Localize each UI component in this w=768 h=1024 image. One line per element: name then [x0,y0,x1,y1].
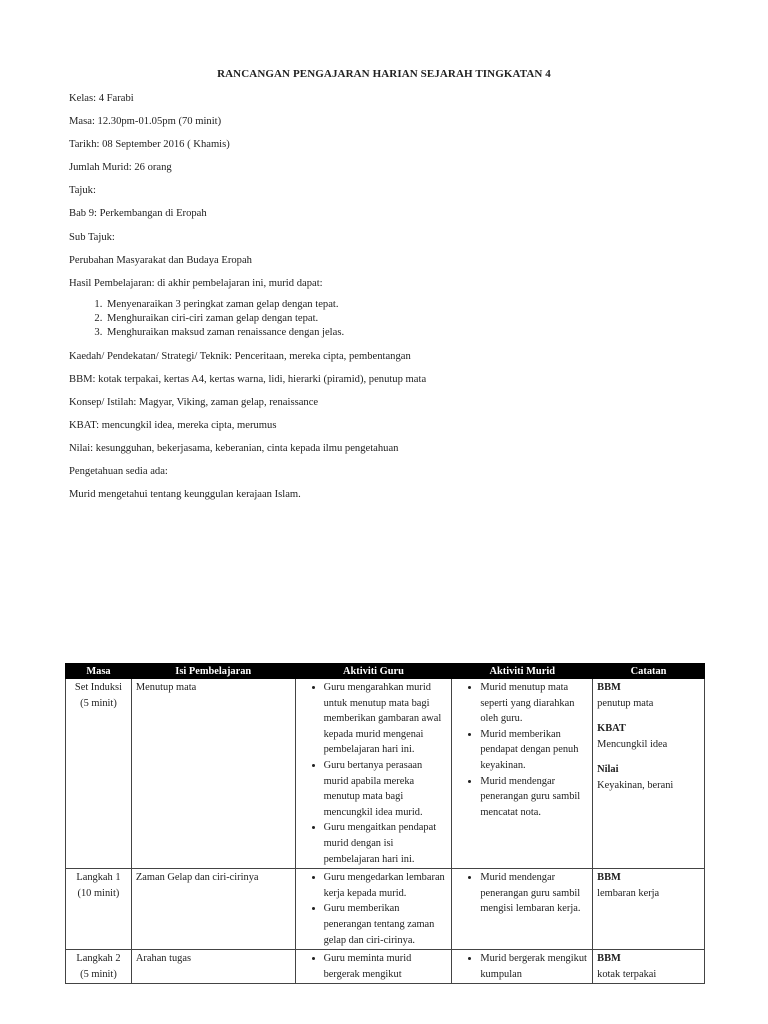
guru-cell [295,869,452,950]
lesson-plan-table [65,663,705,984]
guru-cell [295,679,452,869]
pengetahuan-text: Murid mengetahui tentang keunggulan kerajaan Islam. [69,489,301,500]
masa-line: Masa: 12.30pm-01.05pm (70 minit) [69,116,222,127]
masa-cell: Set Induksi (5 minit) [66,679,132,869]
isi-cell: Menutup mata [131,679,295,869]
bab-line: Bab 9: Perkembangan di Eropah [69,208,207,219]
outcome-item: 3. Menghuraikan maksud zaman renaissance dengan jelas. [105,326,344,340]
murid-cell [452,679,593,869]
header-aktiviti-murid: Aktiviti Murid [452,664,593,679]
murid-cell [452,869,593,950]
masa-cell: Langkah 1 (10 minit) [66,869,132,950]
outcomes-list [69,298,344,340]
catatan-cell [593,869,705,950]
list-item: • Murid memberikan pendapat dengan penuh keyakinan. [480,727,588,774]
catatan-value: penutup mata [597,697,654,709]
konsep-line: Konsep/ Istilah: Magyar, Viking, zaman gelap, renaissance [69,397,319,408]
catatan-heading: Nilai [597,764,619,776]
guru-cell [295,950,452,984]
isi-cell: Zaman Gelap dan ciri-cirinya [131,869,295,950]
header-aktiviti-guru: Aktiviti Guru [295,664,452,679]
table-row [66,679,705,869]
list-item: • Guru mengaitkan pendapat murid dengan isi pembelajaran hari ini. [324,820,448,867]
tarikh-line: Tarikh: 08 September 2016 ( Khamis) [69,139,230,150]
list-item: • Murid menutup mata seperti yang diarahkan oleh guru. [480,680,588,727]
list-item: • Guru bertanya perasaan murid apabila mereka menutup mata bagi mencungkil idea murid. [324,758,448,820]
murid-cell [452,950,593,984]
document-title: RANCANGAN PENGAJARAN HARIAN SEJARAH TINGKATAN 4 [217,68,551,80]
list-item: • Guru mengedarkan lembaran kerja kepada murid. [324,870,448,901]
list-item: • Guru memberikan penerangan tentang zaman gelap dan ciri-cirinya. [324,901,448,948]
pengetahuan-label: Pengetahuan sedia ada: [69,466,168,477]
catatan-heading: BBM [597,953,621,965]
header-isi: Isi Pembelajaran [131,664,295,679]
list-item: • Guru mengarahkan murid untuk menutup mata bagi memberikan gambaran awal kepada murid mengenai pembelajaran hari ini. [324,680,448,758]
catatan-value: lembaran kerja [597,887,660,899]
outcome-item: 2. Menghuraikan ciri-ciri zaman gelap dengan tepat. [105,312,344,326]
hasil-pembelajaran-line: Hasil Pembelajaran: di akhir pembelajaran ini, murid dapat: [69,278,323,289]
tajuk-label: Tajuk: [69,185,96,196]
table-header-row [66,664,705,679]
bbm-line: BBM: kotak terpakai, kertas A4, kertas warna, lidi, hierarki (piramid), penutup mata [69,374,427,385]
catatan-value: kotak terpakai [597,968,657,980]
catatan-heading: BBM [597,682,621,693]
list-item: • Murid bergerak mengikut kumpulan [480,951,588,982]
catatan-cell [593,679,705,869]
catatan-cell [593,950,705,984]
list-item: • Murid mendengar penerangan guru sambil mengisi lembaran kerja. [480,870,588,917]
list-item: • Guru meminta murid bergerak mengikut [324,951,448,982]
nilai-line: Nilai: kesungguhan, bekerjasama, keberanian, cinta kepada ilmu pengetahuan [69,443,399,454]
table-row [66,950,705,984]
kbat-line: KBAT: mencungkil idea, mereka cipta, merumus [69,420,277,431]
kaedah-line: Kaedah/ Pendekatan/ Strategi/ Teknik: Penceritaan, mereka cipta, pembentangan [69,351,411,362]
sub-tajuk-text: Perubahan Masyarakat dan Budaya Eropah [69,255,252,266]
catatan-heading: BBM [597,872,621,884]
catatan-heading: KBAT [597,723,626,735]
header-masa: Masa [66,664,132,679]
list-item: • Murid mendengar penerangan guru sambil mencatat nota. [480,774,588,821]
catatan-value: Mencungkil idea [597,738,668,750]
sub-tajuk-label: Sub Tajuk: [69,232,115,243]
kelas-line: Kelas: 4 Farabi [69,93,134,104]
masa-cell: Langkah 2 (5 minit) [66,950,132,984]
jumlah-murid-line: Jumlah Murid: 26 orang [69,162,172,173]
isi-cell: Arahan tugas [131,950,295,984]
catatan-value: Keyakinan, berani [597,779,674,791]
header-catatan: Catatan [593,664,705,679]
outcome-item: 1. Menyenaraikan 3 peringkat zaman gelap dengan tepat. [105,298,344,312]
table-row [66,869,705,950]
